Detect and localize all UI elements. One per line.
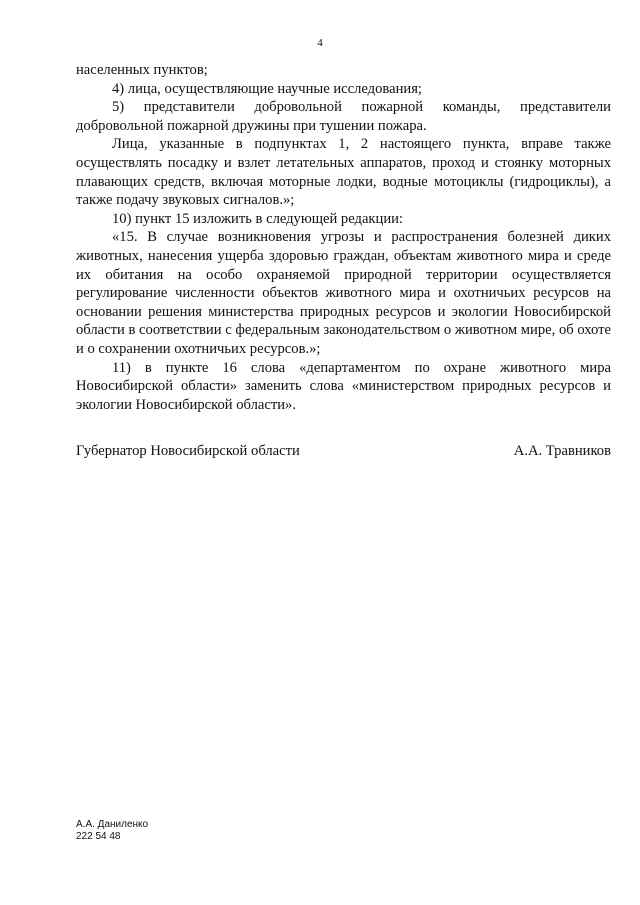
paragraph-5: 10) пункт 15 изложить в следующей редакции: bbox=[112, 210, 403, 227]
executor-phone: 222 54 48 bbox=[76, 831, 121, 842]
signature-block bbox=[76, 442, 611, 460]
paragraph-1: населенных пунктов; bbox=[76, 62, 208, 78]
paragraph-6: «15. В случае возникновения угрозы и распространения болезней диких животных, нанесения ущерба здоровью граждан, объектам животного мира и среде их обитания на особо охраняемой природной территории осуществляется регулирование численности объектов животного мира и охотничьих ресурсов на основании решения министерства природных ресурсов и экологии Новосибирской области в соответствии с федеральным законодательством о животном мире, об охоте и о сохранении охотничьих ресурсов.»; bbox=[76, 229, 611, 357]
executor-info bbox=[76, 819, 148, 843]
document-body bbox=[76, 61, 611, 414]
paragraph-3: 5) представители добровольной пожарной команды, представители добровольной пожарной дружины при тушении пожара. bbox=[76, 99, 611, 134]
signatory-name: А.А. Травников bbox=[513, 443, 611, 459]
executor-name: А.А. Даниленко bbox=[76, 819, 149, 830]
paragraph-7: 11) в пункте 16 слова «департаментом по охране животного мира Новосибирской области» заменить слова «министерством природных ресурсов и экологии Новосибирской области». bbox=[76, 359, 611, 413]
paragraph-4: Лица, указанные в подпунктах 1, 2 настоящего пункта, вправе также осуществлять посадку и взлет летательных аппаратов, проход и стоянку моторных плавающих средств, включая моторные лодки, водные мотоциклы (гидроциклы), а также подачу звуковых сигналов.»; bbox=[76, 136, 611, 209]
paragraph-2: 4) лица, осуществляющие научные исследования; bbox=[112, 80, 422, 97]
page-number: 4 bbox=[317, 37, 323, 49]
signatory-position: Губернатор Новосибирской области bbox=[76, 443, 300, 459]
